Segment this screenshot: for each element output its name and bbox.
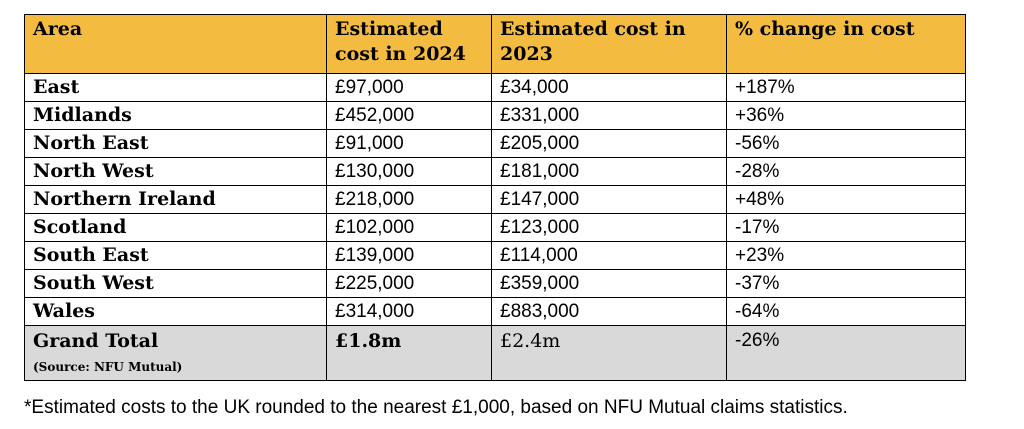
- cell-change: -17%: [727, 214, 966, 242]
- cell-cost-2024: £452,000: [327, 102, 492, 130]
- cell-cost-2023: £331,000: [492, 102, 727, 130]
- header-cost-2023: Estimated cost in 2023: [492, 15, 727, 74]
- cell-area: North East: [25, 130, 327, 158]
- header-cost-2024: Estimated cost in 2024: [327, 15, 492, 74]
- cost-table-container: [24, 14, 966, 381]
- cell-cost-2023: £205,000: [492, 130, 727, 158]
- cell-cost-2023: £123,000: [492, 214, 727, 242]
- cost-table: [24, 14, 966, 381]
- total-change: -26%: [727, 326, 966, 381]
- grand-total-row: [25, 326, 966, 381]
- cell-area: Northern Ireland: [25, 186, 327, 214]
- cell-cost-2024: £97,000: [327, 74, 492, 102]
- table-row: [25, 186, 966, 214]
- cell-area: Wales: [25, 298, 327, 326]
- table-row: [25, 270, 966, 298]
- cell-area: South East: [25, 242, 327, 270]
- cell-area: East: [25, 74, 327, 102]
- total-cost-2023: £2.4m: [492, 326, 727, 381]
- cell-change: +36%: [727, 102, 966, 130]
- cell-cost-2024: £314,000: [327, 298, 492, 326]
- cell-cost-2024: £130,000: [327, 158, 492, 186]
- cell-area: Scotland: [25, 214, 327, 242]
- cell-change: -64%: [727, 298, 966, 326]
- cell-change: -56%: [727, 130, 966, 158]
- cell-cost-2023: £181,000: [492, 158, 727, 186]
- cell-area: Midlands: [25, 102, 327, 130]
- footnote: *Estimated costs to the UK rounded to the nearest £1,000, based on NFU Mutual claims statistics.: [24, 397, 848, 418]
- header-row: [25, 15, 966, 74]
- cell-change: +23%: [727, 242, 966, 270]
- cell-cost-2024: £91,000: [327, 130, 492, 158]
- cell-cost-2023: £34,000: [492, 74, 727, 102]
- cell-change: -37%: [727, 270, 966, 298]
- grand-total-label: Grand Total: [33, 330, 159, 352]
- cell-cost-2023: £114,000: [492, 242, 727, 270]
- source-note: (Source: NFU Mutual): [33, 360, 183, 374]
- total-cost-2024: £1.8m: [327, 326, 492, 381]
- cell-change: -28%: [727, 158, 966, 186]
- cell-area: North West: [25, 158, 327, 186]
- cell-change: +48%: [727, 186, 966, 214]
- cell-cost-2023: £359,000: [492, 270, 727, 298]
- table-row: [25, 130, 966, 158]
- cell-area: South West: [25, 270, 327, 298]
- table-row: [25, 74, 966, 102]
- cell-cost-2023: £883,000: [492, 298, 727, 326]
- cell-cost-2023: £147,000: [492, 186, 727, 214]
- table-row: [25, 242, 966, 270]
- header-area: Area: [25, 15, 327, 74]
- cell-change: +187%: [727, 74, 966, 102]
- table-row: [25, 214, 966, 242]
- total-area-cell: [25, 326, 327, 381]
- cell-cost-2024: £225,000: [327, 270, 492, 298]
- table-row: [25, 158, 966, 186]
- header-change: % change in cost: [727, 15, 966, 74]
- cell-cost-2024: £139,000: [327, 242, 492, 270]
- cell-cost-2024: £102,000: [327, 214, 492, 242]
- cell-cost-2024: £218,000: [327, 186, 492, 214]
- table-row: [25, 298, 966, 326]
- table-row: [25, 102, 966, 130]
